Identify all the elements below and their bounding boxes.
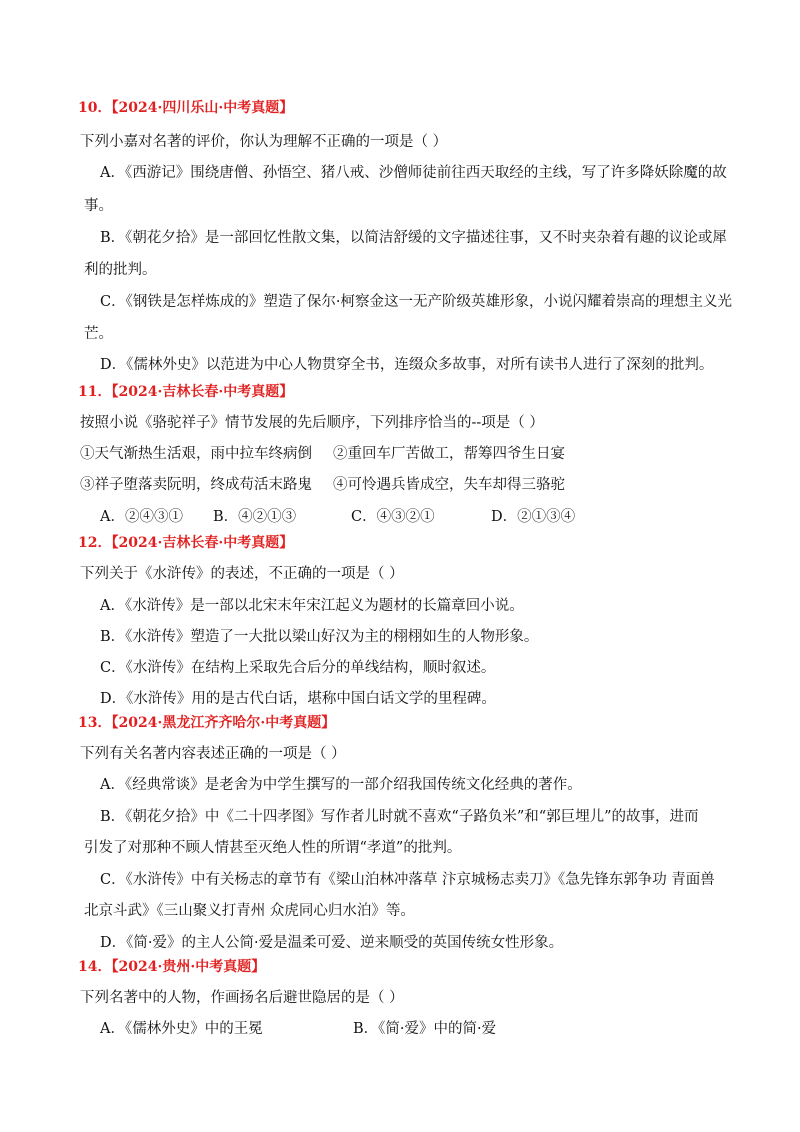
question-10-option-c-cont: 芒。 xyxy=(84,326,113,342)
question-13-header: 13．【2024·黑龙江齐齐哈尔·中考真题】 xyxy=(78,715,336,731)
question-14-choice-b: B．《简·爱》中的简·爱 xyxy=(353,1021,497,1037)
question-13-option-c: C．《水浒传》中有关杨志的章节有《梁山泊林冲落草 汴京城杨志卖刀》《急先锋东郭争功 青面兽 xyxy=(100,872,715,888)
question-10-option-c: C．《钢铁是怎样炼成的》塑造了保尔·柯察金这一无产阶级英雄形象，小说闪耀着崇高的理想主义光 xyxy=(100,294,732,310)
question-11-event-3: ③祥子堕落卖阮明，终成苟活末路鬼 xyxy=(80,477,312,493)
question-13-option-b: B．《朝花夕拾》中《二十四孝图》写作者儿时就不喜欢“子路负米”和“郭巨埋儿”的故事，进而 xyxy=(100,809,699,825)
question-12-header: 12．【2024·吉林长春·中考真题】 xyxy=(78,535,294,551)
question-14-choice-a: A．《儒林外史》中的王冕 xyxy=(100,1021,263,1037)
question-13-option-a: A．《经典常谈》是老舍为中学生撰写的一部介绍我国传统文化经典的著作。 xyxy=(100,777,582,793)
question-11-event-1: ①天气渐热生活艰，雨中拉车终病倒 xyxy=(80,446,312,462)
question-13-stem: 下列有关名著内容表述正确的一项是（ ） xyxy=(80,746,346,762)
question-10-option-b: B．《朝花夕拾》是一部回忆性散文集，以简洁舒缓的文字描述往事，又不时夹杂着有趣的议论或犀 xyxy=(100,230,727,246)
question-13-option-d: D．《简·爱》的主人公简·爱是温柔可爱、逆来顺受的英国传统女性形象。 xyxy=(100,935,564,951)
question-10-stem: 下列小嘉对名著的评价，你认为理解不正确的一项是（ ） xyxy=(80,134,448,150)
question-10-option-b-cont: 利的批判。 xyxy=(84,262,157,278)
question-10-header: 10．【2024·四川乐山·中考真题】 xyxy=(78,100,294,116)
question-11-choice-a: A．②④③① xyxy=(100,509,183,525)
question-11-choice-c: C．④③②① xyxy=(351,509,435,525)
question-10-option-d: D．《儒林外史》以范进为中心人物贯穿全书，连缀众多故事，对所有读书人进行了深刻的批判。 xyxy=(100,357,714,373)
question-11-stem: 按照小说《骆驼祥子》情节发展的先后顺序，下列排序恰当的--项是（ ） xyxy=(80,415,544,431)
question-12-option-a: A．《水浒传》是一部以北宋末年宋江起义为题材的长篇章回小说。 xyxy=(100,598,524,614)
question-11-event-4: ④可怜遇兵皆成空，失车却得三骆驼 xyxy=(333,477,565,493)
question-11-choice-b: B．④②①③ xyxy=(213,509,297,525)
question-11-event-2: ②重回车厂苦做工，帮筹四爷生日宴 xyxy=(333,446,565,462)
question-14-stem: 下列名著中的人物，作画扬名后避世隐居的是（ ） xyxy=(80,990,404,1006)
question-12-option-c: C．《水浒传》在结构上采取先合后分的单线结构，顺时叙述。 xyxy=(100,660,496,676)
question-12-stem: 下列关于《水浒传》的表述，不正确的一项是（ ） xyxy=(80,566,404,582)
question-11-choice-d: D．②①③④ xyxy=(491,509,576,525)
question-13-option-c-cont: 北京斗武》《三山聚义打青州 众虎同心归水泊》等。 xyxy=(84,903,415,919)
question-12-option-d: D．《水浒传》用的是古代白话，堪称中国白话文学的里程碑。 xyxy=(100,691,496,707)
question-14-header: 14．【2024·贵州·中考真题】 xyxy=(78,959,266,975)
question-13-option-b-cont: 引发了对那种不顾人情甚至灭绝人性的所谓“孝道”的批判。 xyxy=(84,840,462,856)
question-10-option-a: A．《西游记》围绕唐僧、孙悟空、猪八戒、沙僧师徒前往西天取经的主线，写了许多降妖除魔的故 xyxy=(100,165,727,181)
question-12-option-b: B．《水浒传》塑造了一大批以梁山好汉为主的栩栩如生的人物形象。 xyxy=(100,629,539,645)
question-11-header: 11．【2024·吉林长春·中考真题】 xyxy=(78,384,294,400)
question-10-option-a-cont: 事。 xyxy=(84,198,113,214)
